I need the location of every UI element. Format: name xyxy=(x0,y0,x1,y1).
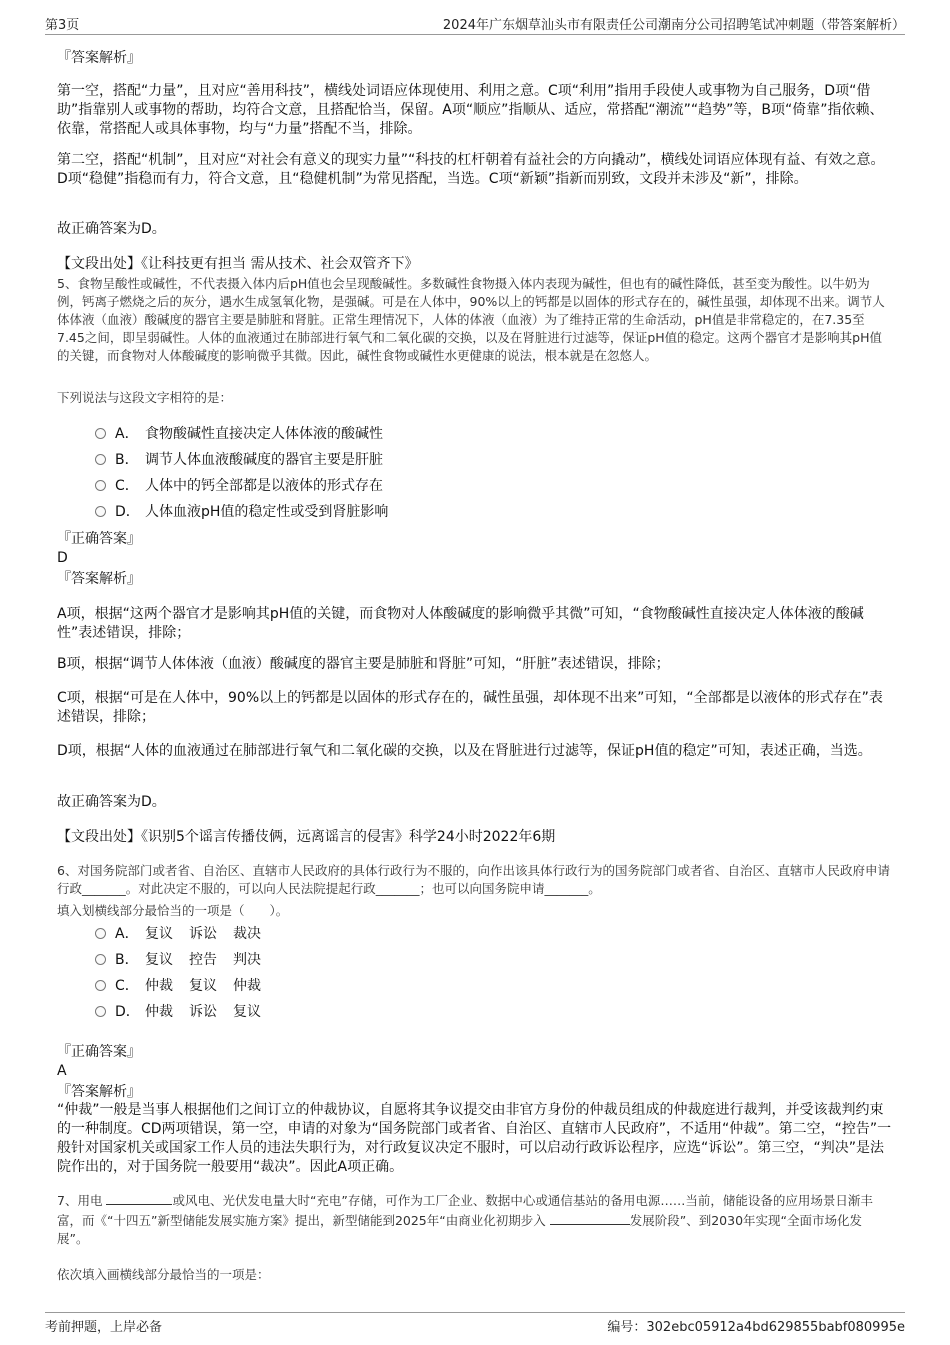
q5-source: 【文段出处】《识别5个谣言传播伎俩，远离谣言的侵害》科学24小时2022年6期 xyxy=(57,829,556,845)
q6-analysis: “仲裁”一般是当事人根据他们之间订立的仲裁协议，自愿将其争议提交由非官方身份的仲裁员组成的仲裁庭进行裁判，并受该裁判约束的一种制度。CD两项错误，第一空，申请的对象为“国务院部门或者省、自治区、直辖市人民政府”，不适用“仲裁”。第二空，“控告”一般针对国家机关或国家工作人员的违法失职行为，对行政复议决定不服时，可以启动行政诉讼程序，应选“诉讼”。第三空，“判决”是法院作出的，对于国务院一般要用“裁决”。因此A项正确。 xyxy=(57,1102,892,1175)
q6-option-c[interactable]: C． 仲裁 复议 仲裁 xyxy=(95,976,261,996)
q4-analysis-label: 『答案解析』 xyxy=(57,50,141,66)
q6-option-a[interactable]: A． 复议 诉讼 裁决 xyxy=(95,924,261,944)
q7-stem: 7、用电 或风电、光伏发电量大时“充电”存储，可作为工厂企业、数据中心或通信基站的备用电源……当前，储能设备的应用场景日渐丰富，而《“十四五”新型储能发展实施方案》提出，新型储能到2025年“由商业化初期步入 发展阶段”、到2030年实现“全面市场化发展”。 xyxy=(57,1190,892,1248)
q7-question: 依次填入画横线部分最恰当的一项是： xyxy=(57,1267,270,1282)
header-divider xyxy=(45,34,905,35)
radio-icon[interactable] xyxy=(95,954,106,965)
q5-option-d[interactable]: D． 人体血液pH值的稳定性或受到肾脏影响 xyxy=(95,502,388,522)
radio-icon[interactable] xyxy=(95,506,106,517)
q5-conclusion: 故正确答案为D。 xyxy=(57,794,166,810)
q5-analysis-b: B项，根据“调节人体体液（血液）酸碱度的器官主要是肺脏和肾脏”可知，“肝脏”表述错误，排除； xyxy=(57,656,670,672)
q6-option-d[interactable]: D． 仲裁 诉讼 复议 xyxy=(95,1002,261,1022)
q5-option-a[interactable]: A． 食物酸碱性直接决定人体体液的酸碱性 xyxy=(95,424,383,444)
q6-answer: A xyxy=(57,1063,67,1079)
q5-answer: D xyxy=(57,550,68,566)
q6-analysis-label: 『答案解析』 xyxy=(57,1084,141,1100)
q4-conclusion: 故正确答案为D。 xyxy=(57,221,166,237)
q5-analysis-a: A项，根据“这两个器官才是影响其pH值的关键，而食物对人体酸碱度的影响微乎其微”可知，“食物酸碱性直接决定人体体液的酸碱性”表述错误，排除； xyxy=(57,606,864,641)
q7-blank-2 xyxy=(550,1210,630,1225)
radio-icon[interactable] xyxy=(95,1006,106,1017)
q6-option-b[interactable]: B． 复议 控告 判决 xyxy=(95,950,261,970)
radio-icon[interactable] xyxy=(95,454,106,465)
radio-icon[interactable] xyxy=(95,428,106,439)
q4-source: 【文段出处】《让科技更有担当 需从技术、社会双管齐下》 xyxy=(57,256,419,272)
q7-blank-1 xyxy=(106,1190,172,1205)
q6-question: 填入划横线部分最恰当的一项是（ ）。 xyxy=(57,903,289,918)
q5-option-c[interactable]: C． 人体中的钙全部都是以液体的形式存在 xyxy=(95,476,383,496)
page-number: 第3页 xyxy=(45,18,80,33)
q5-analysis-d: D项，根据“人体的血液通过在肺部进行氧气和二氧化碳的交换，以及在肾脏进行过滤等，保证pH值的稳定”可知，表述正确，当选。 xyxy=(57,743,872,759)
q5-answer-label: 『正确答案』 xyxy=(57,531,141,547)
radio-icon[interactable] xyxy=(95,980,106,991)
q4-analysis-p2: 第二空，搭配“机制”，且对应“对社会有意义的现实力量”“科技的杠杆朝着有益社会的方向撬动”，横线处词语应体现有益、有效之意。D项“稳健”指稳而有力，符合文意，且“稳健机制”为常见搭配，当选。C项“新颖”指新而别致，文段并未涉及“新”，排除。 xyxy=(57,152,885,187)
q5-analysis-label: 『答案解析』 xyxy=(57,571,141,587)
radio-icon[interactable] xyxy=(95,928,106,939)
q5-analysis-c: C项，根据“可是在人体中，90%以上的钙都是以固体的形式存在的，碱性虽强，却体现不出来”可知，“全部都是以液体的形式存在”表述错误，排除； xyxy=(57,690,883,725)
q6-stem: 6、对国务院部门或者省、自治区、直辖市人民政府的具体行政行为不服的，向作出该具体行政行为的国务院部门或者省、自治区、直辖市人民政府申请行政_______。对此决定不服的，可以向人民法院提起行政_______；也可以向国务院申请_______。 xyxy=(57,863,890,896)
q5-option-b[interactable]: B． 调节人体血液酸碱度的器官主要是肝脏 xyxy=(95,450,383,470)
footer-slogan: 考前押题，上岸必备 xyxy=(45,1320,163,1335)
q4-analysis-p1: 第一空，搭配“力量”，且对应“善用科技”，横线处词语应体现使用、利用之意。C项“利用”指用手段使人或事物为自己服务，D项“借助”指靠别人或事物的帮助，均符合文意，且搭配恰当，保留。A项“顺应”指顺从、适应，常搭配“潮流”“趋势”等，B项“倚靠”指依赖、依靠，常搭配人或具体事物，均与“力量”搭配不当，排除。 xyxy=(57,83,884,137)
footer-divider xyxy=(45,1312,905,1313)
document-title: 2024年广东烟草汕头市有限责任公司潮南分公司招聘笔试冲刺题（带答案解析） xyxy=(442,18,905,33)
document-id: 编号：302ebc05912a4bd629855babf080995e xyxy=(607,1320,905,1335)
q5-stem: 5、食物呈酸性或碱性，不代表摄入体内后pH值也会呈现酸碱性。多数碱性食物摄入体内表现为碱性，但也有的碱性降低，甚至变为酸性。以牛奶为例，钙离子燃烧之后的灰分，遇水生成氢氧化物，是强碱。可是在人体中，90%以上的钙都是以固体的形式存在的，碱性虽强，却体现不出来。调节人体体液（血液）酸碱度的器官主要是肺脏和肾脏。正常生理情况下，人体的体液（血液）为了维持正常的生命活动，pH值是非常稳定的，在7.35至7.45之间，即呈弱碱性。人体的血液通过在肺部进行氧气和二氧化碳的交换，以及在肾脏进行过滤等，保证pH值的稳定。这两个器官才是影响其pH值的关键，而食物对人体酸碱度的影响微乎其微。因此，碱性食物或碱性水更健康的说法，根本就是在忽悠人。 xyxy=(57,276,885,363)
radio-icon[interactable] xyxy=(95,480,106,491)
q6-answer-label: 『正确答案』 xyxy=(57,1044,141,1060)
q5-question: 下列说法与这段文字相符的是： xyxy=(57,390,233,405)
